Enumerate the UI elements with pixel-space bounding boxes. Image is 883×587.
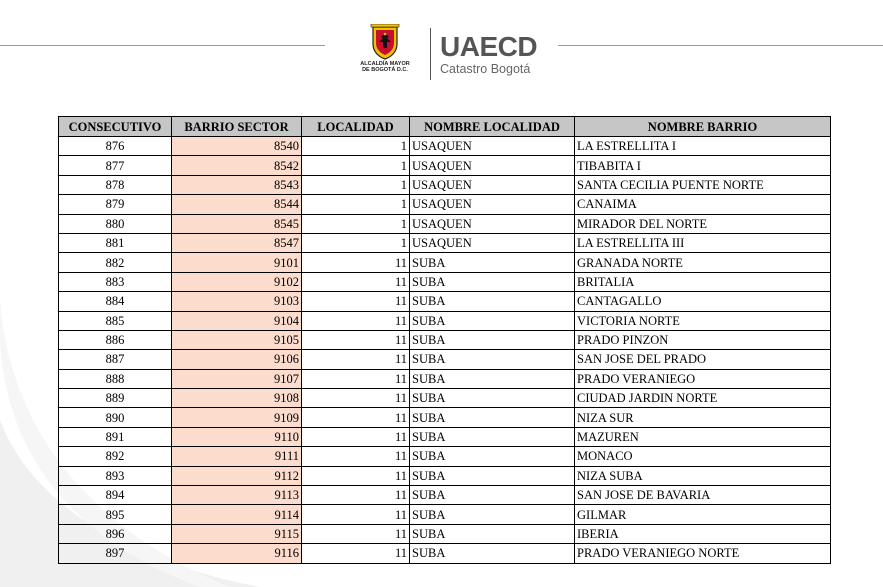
cell-localidad: 11 [302,369,410,388]
cell-localidad: 11 [302,389,410,408]
table-row [59,330,831,349]
cell-barrio-sector: 8545 [172,214,302,233]
cell-nombre-localidad: SUBA [410,272,575,291]
cell-consecutivo: 883 [59,272,172,291]
header-rule-right [558,45,883,46]
cell-barrio-sector: 8543 [172,175,302,194]
cell-barrio-sector: 9115 [172,524,302,543]
cell-barrio-sector: 9116 [172,544,302,563]
cell-localidad: 11 [302,253,410,272]
table-row [59,156,831,175]
table-row [59,544,831,563]
cell-nombre-localidad: USAQUEN [410,156,575,175]
col-header-nombre-localidad: NOMBRE LOCALIDAD [410,117,575,137]
cell-localidad: 11 [302,427,410,446]
cell-localidad: 1 [302,214,410,233]
col-header-barrio-sector: BARRIO SECTOR [172,117,302,137]
logo-divider [430,28,431,80]
table-row [59,447,831,466]
cell-consecutivo: 878 [59,175,172,194]
cell-nombre-localidad: SUBA [410,389,575,408]
col-header-consecutivo: CONSECUTIVO [59,117,172,137]
cell-nombre-barrio: SANTA CECILIA PUENTE NORTE [575,175,831,194]
table-row [59,524,831,543]
cell-nombre-barrio: CANAIMA [575,195,831,214]
cell-localidad: 11 [302,505,410,524]
cell-nombre-barrio: LA ESTRELLITA III [575,233,831,252]
cell-consecutivo: 884 [59,292,172,311]
cell-localidad: 11 [302,330,410,349]
cell-nombre-localidad: USAQUEN [410,214,575,233]
cell-barrio-sector: 8542 [172,156,302,175]
cell-barrio-sector: 9110 [172,427,302,446]
col-header-localidad: LOCALIDAD [302,117,410,137]
cell-nombre-barrio: VICTORIA NORTE [575,311,831,330]
cell-consecutivo: 890 [59,408,172,427]
cell-nombre-barrio: CIUDAD JARDIN NORTE [575,389,831,408]
cell-barrio-sector: 9101 [172,253,302,272]
cell-localidad: 1 [302,195,410,214]
cell-nombre-barrio: LA ESTRELLITA I [575,137,831,156]
table-row [59,311,831,330]
cell-nombre-localidad: SUBA [410,330,575,349]
cell-barrio-sector: 9113 [172,486,302,505]
cell-nombre-barrio: BRITALIA [575,272,831,291]
table-row [59,137,831,156]
cell-nombre-barrio: SAN JOSE DE BAVARIA [575,486,831,505]
cell-consecutivo: 887 [59,350,172,369]
cell-nombre-localidad: USAQUEN [410,195,575,214]
cell-nombre-localidad: SUBA [410,427,575,446]
cell-localidad: 11 [302,486,410,505]
cell-nombre-localidad: USAQUEN [410,175,575,194]
table-header-row [59,117,831,137]
table-row [59,175,831,194]
cell-consecutivo: 892 [59,447,172,466]
cell-consecutivo: 885 [59,311,172,330]
table-row [59,272,831,291]
cell-nombre-localidad: SUBA [410,408,575,427]
table-row [59,253,831,272]
cell-nombre-barrio: PRADO PINZON [575,330,831,349]
cell-barrio-sector: 9106 [172,350,302,369]
uaecd-logo [440,33,537,77]
cell-barrio-sector: 8544 [172,195,302,214]
cell-localidad: 11 [302,544,410,563]
cell-consecutivo: 888 [59,369,172,388]
cell-barrio-sector: 8547 [172,233,302,252]
table-row [59,389,831,408]
table-row [59,369,831,388]
cell-localidad: 1 [302,233,410,252]
cell-barrio-sector: 9104 [172,311,302,330]
cell-barrio-sector: 9102 [172,272,302,291]
cell-nombre-barrio: IBERIA [575,524,831,543]
org-name: UAECD [440,31,538,62]
cell-localidad: 11 [302,447,410,466]
cell-consecutivo: 896 [59,524,172,543]
cell-nombre-barrio: GILMAR [575,505,831,524]
cell-barrio-sector: 9109 [172,408,302,427]
cell-nombre-localidad: USAQUEN [410,137,575,156]
cell-nombre-localidad: SUBA [410,466,575,485]
cell-nombre-localidad: SUBA [410,369,575,388]
cell-localidad: 11 [302,466,410,485]
cell-consecutivo: 893 [59,466,172,485]
cell-nombre-localidad: SUBA [410,447,575,466]
cell-consecutivo: 877 [59,156,172,175]
table-row [59,214,831,233]
cell-consecutivo: 889 [59,389,172,408]
cell-consecutivo: 879 [59,195,172,214]
cell-localidad: 11 [302,292,410,311]
barrios-table [58,116,831,564]
cell-nombre-localidad: SUBA [410,486,575,505]
cell-consecutivo: 876 [59,137,172,156]
alcaldia-line-1: ALCALDÍA MAYOR [360,61,410,67]
alcaldia-logo [355,24,415,73]
cell-localidad: 1 [302,175,410,194]
cell-localidad: 11 [302,272,410,291]
cell-barrio-sector: 9112 [172,466,302,485]
cell-nombre-barrio: GRANADA NORTE [575,253,831,272]
cell-nombre-barrio: NIZA SUBA [575,466,831,485]
cell-nombre-barrio: MAZUREN [575,427,831,446]
cell-nombre-barrio: TIBABITA I [575,156,831,175]
cell-localidad: 11 [302,408,410,427]
cell-nombre-localidad: USAQUEN [410,233,575,252]
cell-consecutivo: 897 [59,544,172,563]
cell-localidad: 1 [302,156,410,175]
cell-consecutivo: 895 [59,505,172,524]
table-row [59,466,831,485]
table-row [59,505,831,524]
alcaldia-line-2: DE BOGOTÁ D.C. [362,67,408,73]
table-row [59,292,831,311]
cell-localidad: 1 [302,137,410,156]
cell-consecutivo: 891 [59,427,172,446]
col-header-nombre-barrio: NOMBRE BARRIO [575,117,831,137]
cell-nombre-localidad: SUBA [410,292,575,311]
cell-nombre-barrio: MONACO [575,447,831,466]
cell-barrio-sector: 8540 [172,137,302,156]
cell-nombre-barrio: MIRADOR DEL NORTE [575,214,831,233]
cell-nombre-localidad: SUBA [410,311,575,330]
table-row [59,427,831,446]
cell-consecutivo: 881 [59,233,172,252]
cell-localidad: 11 [302,311,410,330]
table-row [59,486,831,505]
table-row [59,350,831,369]
cell-barrio-sector: 9114 [172,505,302,524]
cell-barrio-sector: 9103 [172,292,302,311]
table-body [59,137,831,564]
cell-nombre-localidad: SUBA [410,524,575,543]
org-subtitle: Catastro Bogotá [440,62,531,76]
cell-localidad: 11 [302,524,410,543]
cell-barrio-sector: 9105 [172,330,302,349]
cell-consecutivo: 880 [59,214,172,233]
cell-nombre-localidad: SUBA [410,253,575,272]
bogota-coat-of-arms-icon [370,24,400,60]
cell-nombre-barrio: CANTAGALLO [575,292,831,311]
cell-barrio-sector: 9108 [172,389,302,408]
cell-consecutivo: 894 [59,486,172,505]
cell-consecutivo: 886 [59,330,172,349]
cell-nombre-barrio: NIZA SUR [575,408,831,427]
cell-nombre-barrio: PRADO VERANIEGO [575,369,831,388]
cell-nombre-barrio: PRADO VERANIEGO NORTE [575,544,831,563]
cell-nombre-localidad: SUBA [410,544,575,563]
cell-barrio-sector: 9111 [172,447,302,466]
header-rule-left [0,45,325,46]
cell-localidad: 11 [302,350,410,369]
cell-nombre-localidad: SUBA [410,350,575,369]
cell-barrio-sector: 9107 [172,369,302,388]
cell-nombre-localidad: SUBA [410,505,575,524]
cell-consecutivo: 882 [59,253,172,272]
table-row [59,233,831,252]
table-row [59,408,831,427]
cell-nombre-barrio: SAN JOSE DEL PRADO [575,350,831,369]
table-row [59,195,831,214]
